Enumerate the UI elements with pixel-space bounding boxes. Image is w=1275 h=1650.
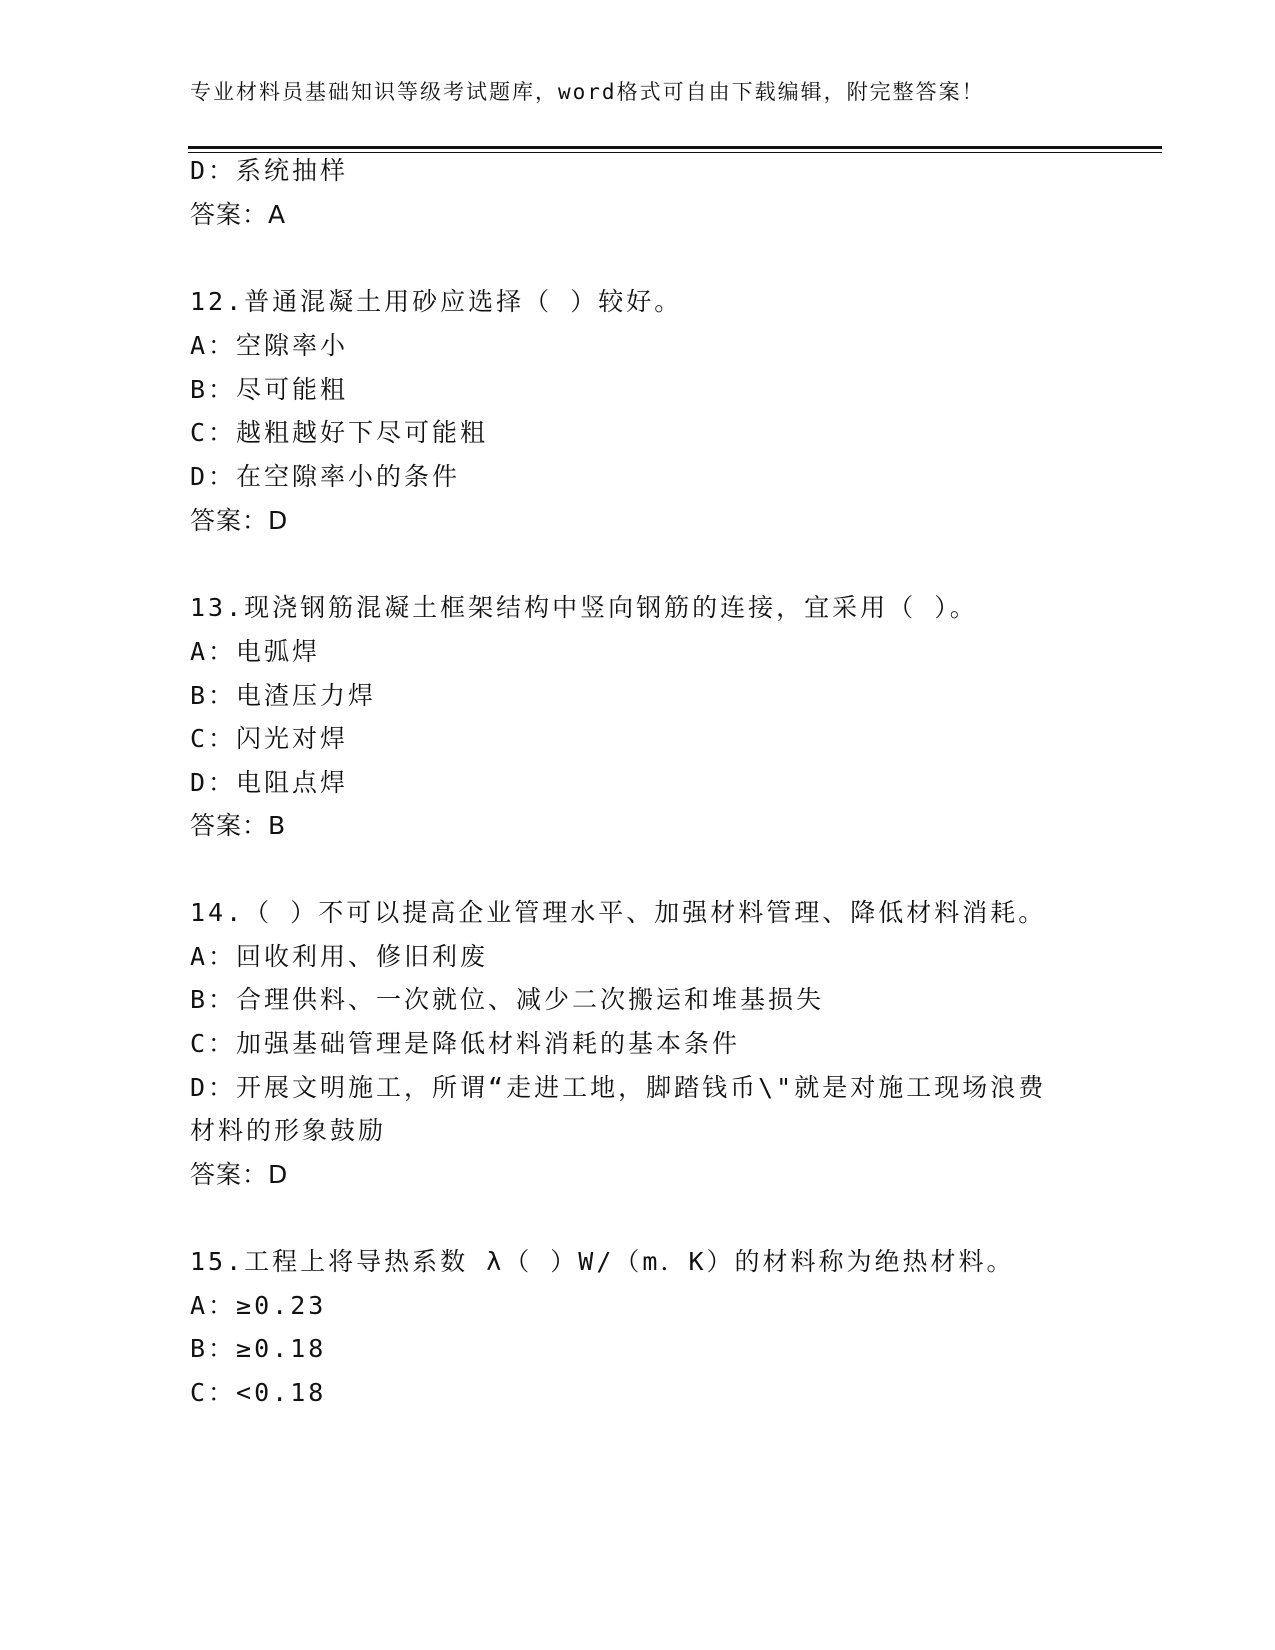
question-14-answer: 答案：D: [190, 1160, 289, 1189]
question-15-stem: 15.工程上将导热系数 λ（ ）W/（m．K）的材料称为绝热材料。: [190, 1247, 1015, 1276]
question-12-option-d: D：在空隙率小的条件: [190, 462, 461, 491]
question-12-option-b: B：尽可能粗: [190, 375, 349, 404]
page-header: 专业材料员基础知识等级考试题库，word格式可自由下载编辑，附完整答案！: [190, 80, 985, 104]
question-14-option-d: D：开展文明施工，所谓“走进工地，脚踏钱币\"就是对施工现场浪费: [190, 1073, 1047, 1102]
question-13-option-b: B：电渣压力焊: [190, 681, 377, 710]
question-13-stem: 13.现浇钢筋混凝土框架结构中竖向钢筋的连接，宜采用（ ）。: [190, 593, 978, 622]
question-14-option-c: C：加强基础管理是降低材料消耗的基本条件: [190, 1029, 741, 1058]
question-14-option-b: B：合理供料、一次就位、减少二次搬运和堆基损失: [190, 985, 825, 1014]
question-13-option-d: D：电阻点焊: [190, 768, 349, 797]
header-rule: [188, 146, 1162, 153]
question-13-option-a: A：电弧焊: [190, 637, 321, 666]
question-12-answer: 答案：D: [190, 506, 289, 535]
question-13-option-c: C：闪光对焊: [190, 724, 349, 753]
question-12-stem: 12.普通混凝土用砂应选择（ ）较好。: [190, 287, 683, 316]
question-12-option-c: C：越粗越好下尽可能粗: [190, 418, 489, 447]
question-14-option-d-continued: 材料的形象鼓励: [190, 1116, 387, 1145]
question-15-option-c: C：<0.18: [190, 1378, 327, 1407]
question-15-option-b: B：≥0.18: [190, 1334, 327, 1363]
question-12-option-a: A：空隙率小: [190, 331, 349, 360]
prev-option-d: D：系统抽样: [190, 156, 349, 185]
question-15-option-a: A：≥0.23: [190, 1291, 327, 1320]
question-13-answer: 答案：B: [190, 811, 287, 840]
question-14-stem: 14.（ ）不可以提高企业管理水平、加强材料管理、降低材料消耗。: [190, 898, 1047, 927]
prev-answer: 答案：A: [190, 200, 287, 229]
question-14-option-a: A：回收利用、修旧利废: [190, 942, 489, 971]
